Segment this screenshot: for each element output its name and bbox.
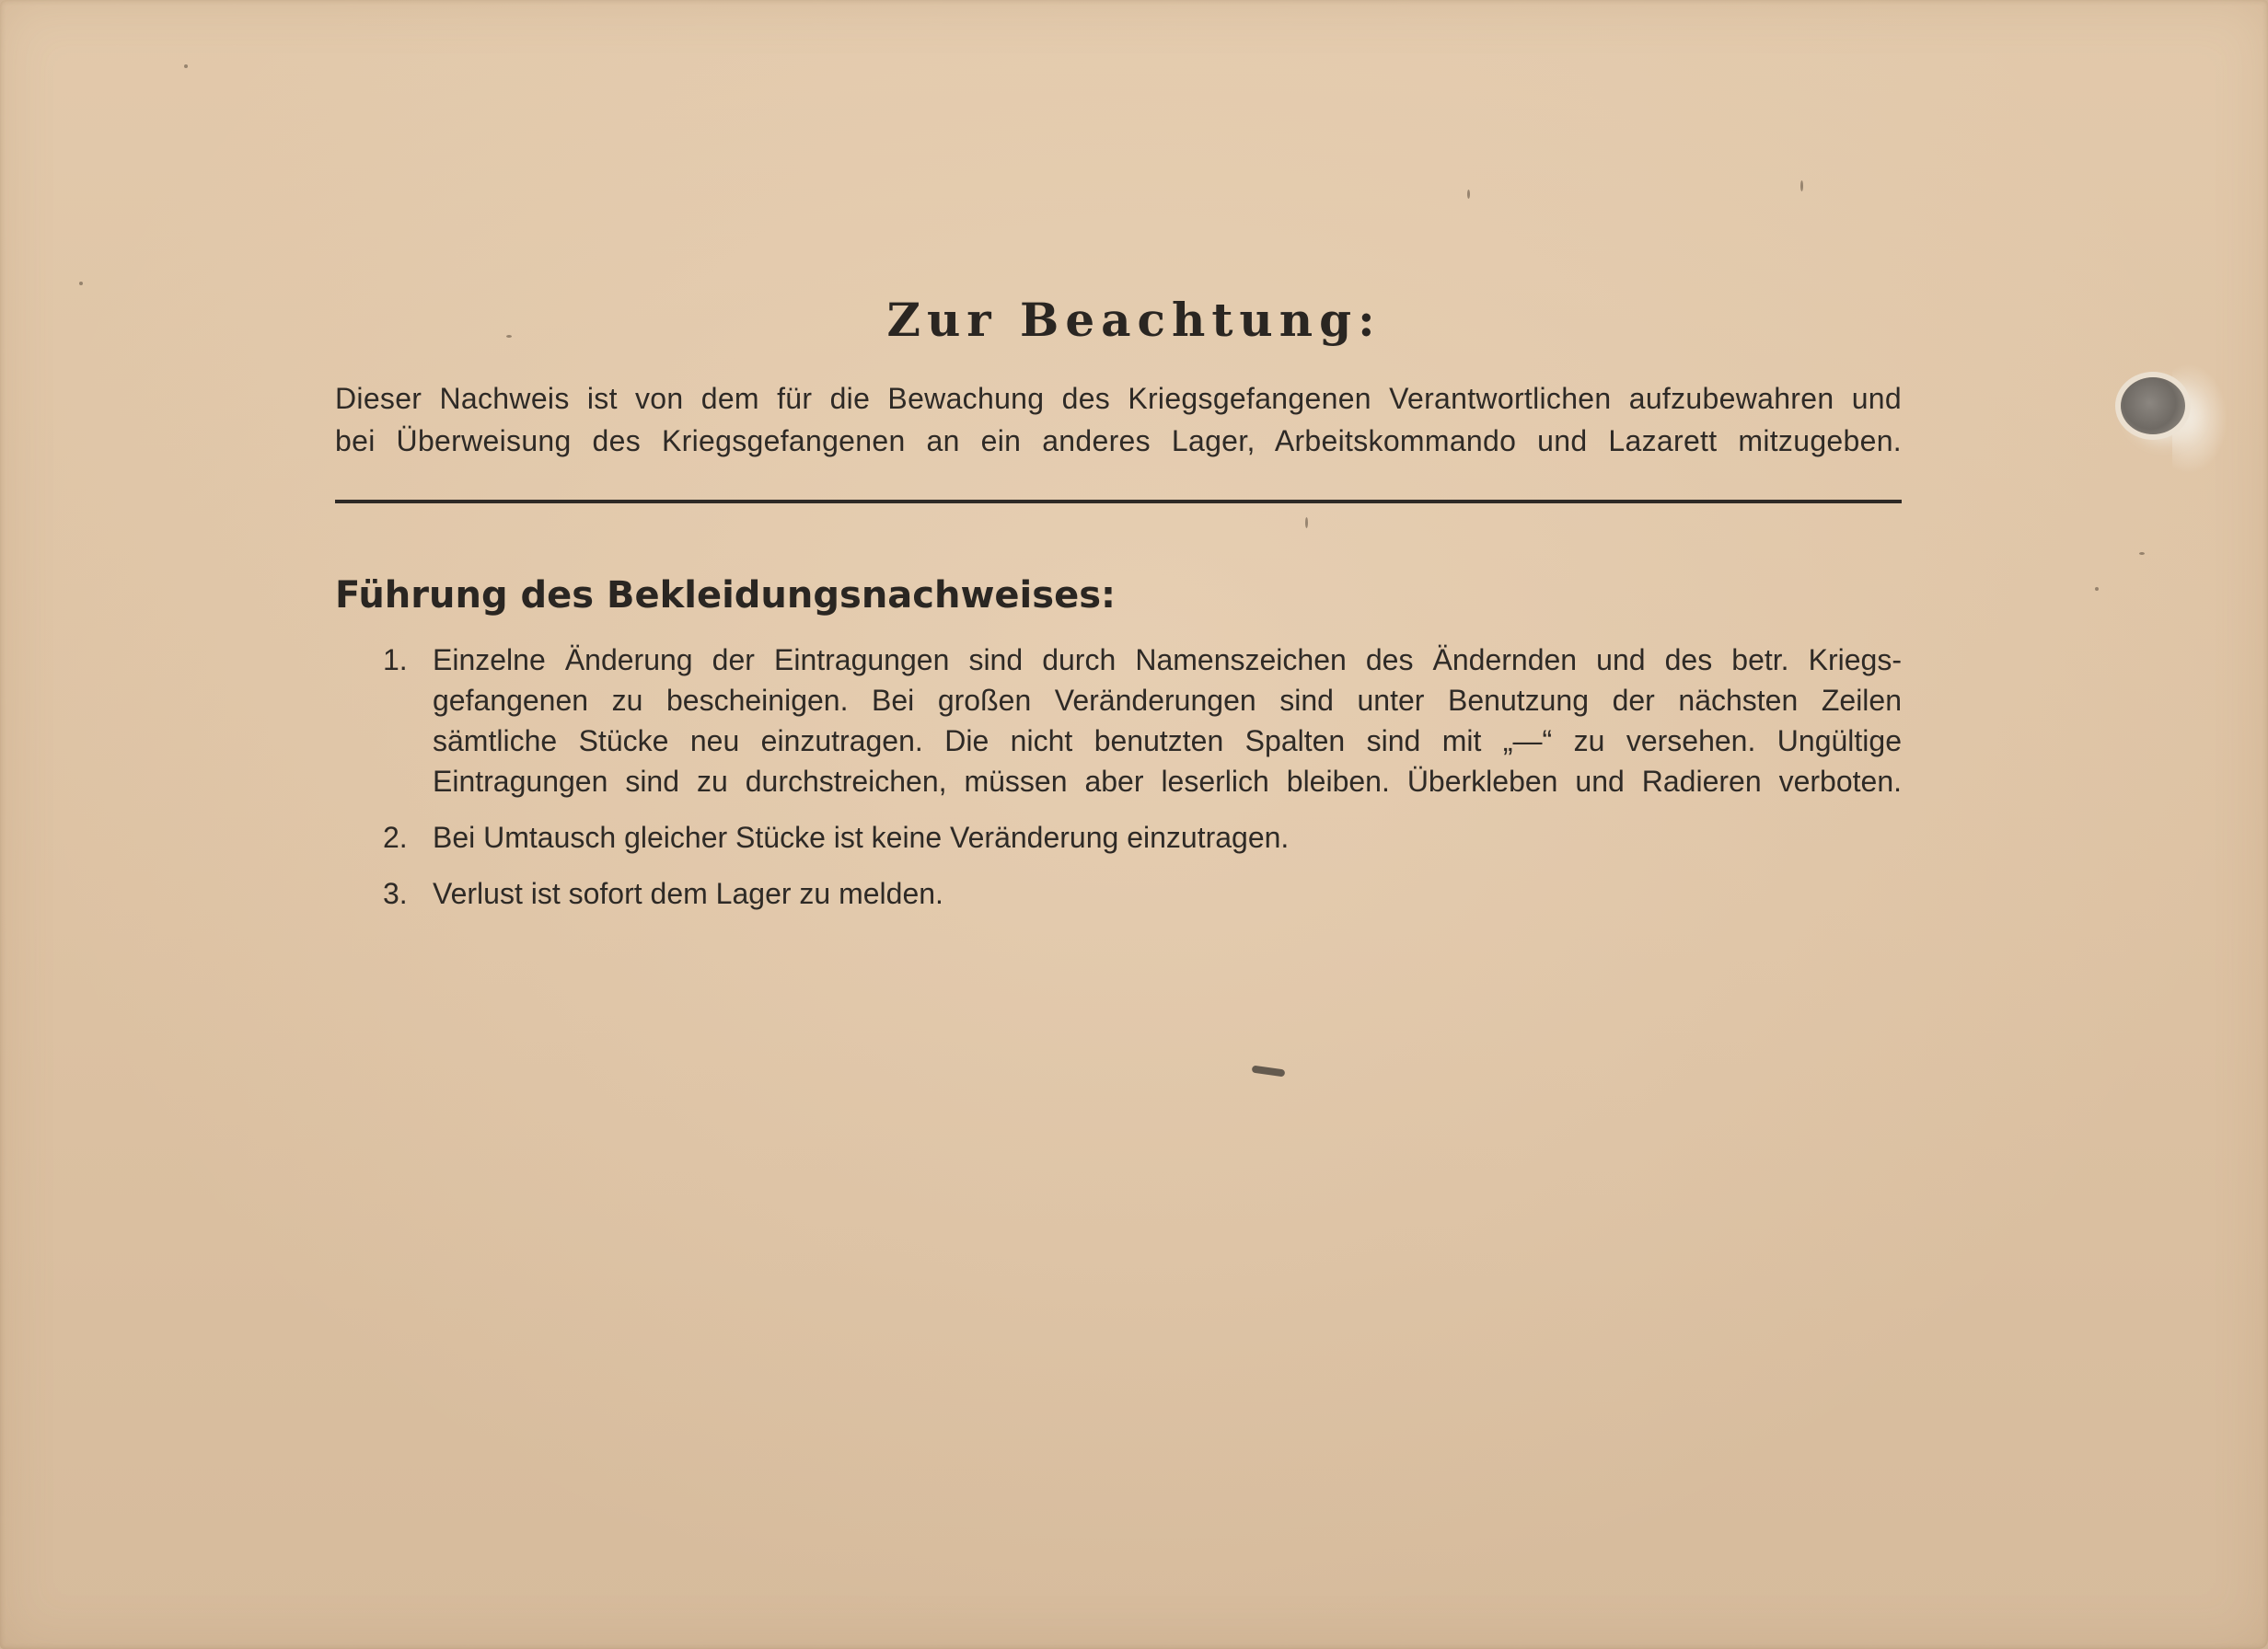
item-line: Bei Umtausch gleicher Stücke ist keine Veränderung einzutragen. <box>433 821 1290 854</box>
item-line: gefangenen zu bescheinigen. Bei großen Veränderungen sind unter Benutzung der nächsten Zeilen <box>433 684 1902 717</box>
paper-speck <box>1800 180 1803 191</box>
item-number: 2. <box>383 821 408 854</box>
item-number: 3. <box>383 877 408 910</box>
intro-line: bei Überweisung des Kriegsgefangenen an ein anderes Lager, Arbeitskommando und Lazarett mitzugeben. <box>335 424 1902 457</box>
horizontal-rule <box>335 500 1902 503</box>
item-line: Eintragungen sind zu durchstreichen, müssen aber leserlich bleiben. Überkleben und Radieren verboten. <box>433 765 1902 798</box>
instruction-list <box>383 640 1902 929</box>
item-line: Verlust ist sofort dem Lager zu melden. <box>433 877 943 910</box>
paper-speck <box>2095 587 2099 591</box>
intro-line: Dieser Nachweis ist von dem für die Bewachung des Kriegsgefangenen Verantwortlichen aufzubewahren und <box>335 382 1902 415</box>
list-item <box>383 640 1902 801</box>
section-heading: Führung des Bekleidungsnachweises: <box>335 574 1117 617</box>
item-line: sämtliche Stücke neu einzutragen. Die nicht benutzten Spalten sind mit „—“ zu versehen. Ungültige <box>433 724 1902 757</box>
intro-paragraph <box>335 377 1902 462</box>
item-line: Einzelne Änderung der Eintragungen sind durch Namenszeichen des Ändernden und des betr. Kriegs- <box>433 643 1902 676</box>
list-item <box>383 817 1902 858</box>
paper-speck <box>1305 517 1308 528</box>
paper-speck <box>79 282 83 285</box>
list-item <box>383 873 1902 914</box>
ink-mark <box>1252 1066 1286 1078</box>
item-number: 1. <box>383 643 408 676</box>
paper-speck <box>2139 552 2145 555</box>
paper-speck <box>184 64 188 68</box>
punch-hole <box>2121 377 2185 434</box>
page-title: Zur Beachtung: <box>886 293 1382 347</box>
paper-speck <box>1467 190 1470 199</box>
